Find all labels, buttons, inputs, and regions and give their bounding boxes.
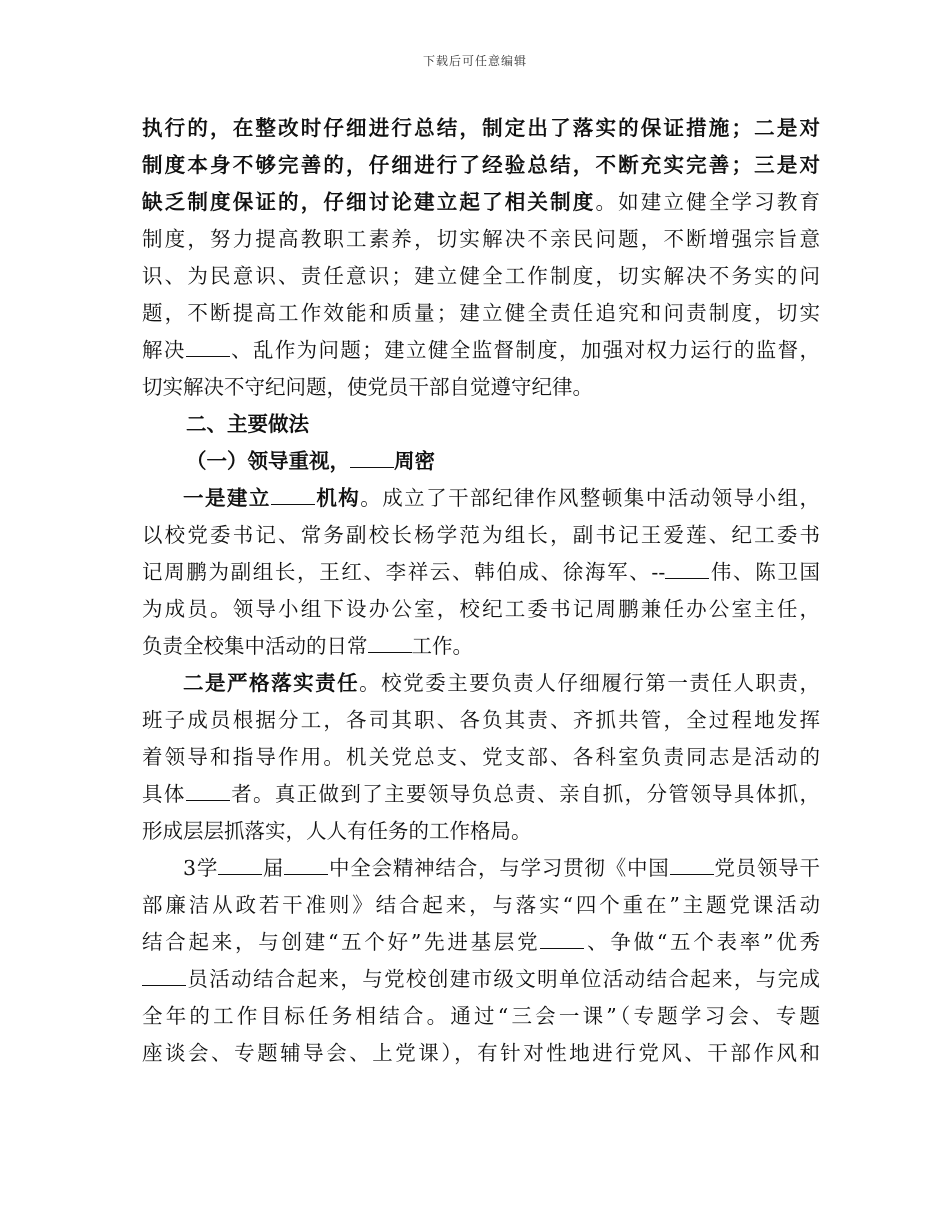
text: 。校党委主要负责人仔细履行第一责任人职责， — [359, 671, 821, 695]
paragraph-line: 座谈会、专题辅导会、上党课），有针对性地进行党风、干部作风和 — [142, 1041, 820, 1065]
text: 伟、陈卫国 — [709, 560, 821, 584]
text: 记周鹏为副组长，王红、李祥云、韩伯成、徐海军、-- — [142, 560, 666, 584]
paragraph-line: 以校党委书记、常务副校长杨学范为组长，副书记王爱莲、纪工委书 — [142, 523, 820, 547]
blank-underline — [540, 924, 584, 949]
text: 结合起来，与创建“五个好”先进基层党 — [142, 930, 541, 954]
paragraph-line — [142, 665, 820, 702]
text: 员活动结合起来，与党校创建市级文明单位活动结合起来，与完成 — [186, 967, 820, 991]
text: 中全会精神结合，与学习贯彻《中国 — [328, 856, 670, 880]
bold-text: 机构 — [314, 486, 361, 510]
text: 负责全校集中活动的日常 — [142, 634, 368, 658]
paragraph-line: 制度，努力提高教职工素养，切实解决不亲民问题，不断增强宗旨意 — [142, 227, 820, 251]
blank-underline — [350, 443, 394, 468]
text: （一）领导重视， — [186, 449, 350, 473]
paragraph-line: 着领导和指导作用。机关党总支、党支部、各科室负责同志是活动的 — [142, 745, 820, 769]
text: 周密 — [394, 449, 435, 473]
page-header: 下载后可任意编辑 — [422, 54, 527, 68]
document-body — [142, 110, 820, 1072]
text: 3学 — [183, 856, 219, 880]
paragraph-2 — [142, 480, 820, 665]
blank-underline — [271, 480, 315, 505]
blank-underline — [218, 850, 262, 875]
blank-underline — [368, 628, 412, 653]
subsection-heading — [142, 443, 820, 480]
section-heading: 二、主要做法 — [186, 412, 309, 436]
paragraph-line: 全年的工作目标任务相结合。通过“三会一课”（专题学习会、专题 — [142, 1004, 820, 1028]
paragraph-line: 部廉洁从政若干准则》结合起来，与落实“四个重在”主题党课活动 — [142, 893, 820, 917]
bold-text: 缺乏制度保证的，仔细讨论建立起了相关制度 — [142, 190, 596, 214]
blank-underline — [284, 850, 328, 875]
paragraph-line — [142, 776, 820, 813]
blank-underline — [186, 776, 230, 801]
blank-underline — [142, 961, 186, 986]
paragraph-line — [142, 554, 820, 591]
bold-text: 一是建立 — [183, 486, 271, 510]
paragraph-line — [142, 332, 820, 369]
paragraph-line — [142, 850, 820, 887]
paragraph-line — [142, 961, 820, 998]
text: 。成立了干部纪律作风整顿集中活动领导小组， — [360, 486, 821, 510]
paragraph-line: 题，不断提高工作效能和质量；建立健全责任追究和问责制度，切实 — [142, 301, 820, 325]
paragraph-4 — [142, 850, 820, 1072]
paragraph-line: 切实解决不守纪问题，使党员干部自觉遵守纪律。 — [142, 375, 593, 399]
text: 届 — [262, 856, 285, 880]
paragraph-1 — [142, 110, 820, 406]
text: 党员领导干 — [713, 856, 821, 880]
text: 工作。 — [411, 634, 473, 658]
text: 。如建立健全学习教育 — [595, 190, 821, 214]
paragraph-line: 识、为民意识、责任意识；建立健全工作制度，切实解决不务实的问 — [142, 264, 820, 288]
blank-underline — [670, 850, 714, 875]
paragraph-line — [142, 480, 820, 517]
paragraph-3 — [142, 665, 820, 850]
paragraph-line: 班子成员根据分工，各司其职、各负其责、齐抓共管，全过程地发挥 — [142, 708, 820, 732]
text: 解决 — [142, 338, 186, 362]
blank-underline — [186, 332, 230, 357]
paragraph-line — [142, 924, 820, 961]
blank-underline — [665, 554, 709, 579]
text: 具体 — [142, 782, 186, 806]
text: 、乱作为问题；建立健全监督制度，加强对权力运行的监督， — [229, 338, 821, 362]
text: 者。真正做到了主要领导负总责、亲自抓，分管领导具体抓， — [229, 782, 821, 806]
paragraph-line — [142, 628, 820, 665]
paragraph-line — [142, 184, 820, 221]
paragraph-line: 形成层层抓落实，人人有任务的工作格局。 — [142, 819, 532, 843]
paragraph-line: 制度本身不够完善的，仔细进行了经验总结，不断充实完善；三是对 — [142, 153, 820, 177]
text: 、争做“五个表率”优秀 — [584, 930, 820, 954]
bold-text: 二是严格落实责任 — [183, 671, 360, 695]
paragraph-line: 执行的，在整改时仔细进行总结，制定出了落实的保证措施；二是对 — [142, 116, 820, 140]
paragraph-line: 为成员。领导小组下设办公室，校纪工委书记周鹏兼任办公室主任， — [142, 597, 820, 621]
